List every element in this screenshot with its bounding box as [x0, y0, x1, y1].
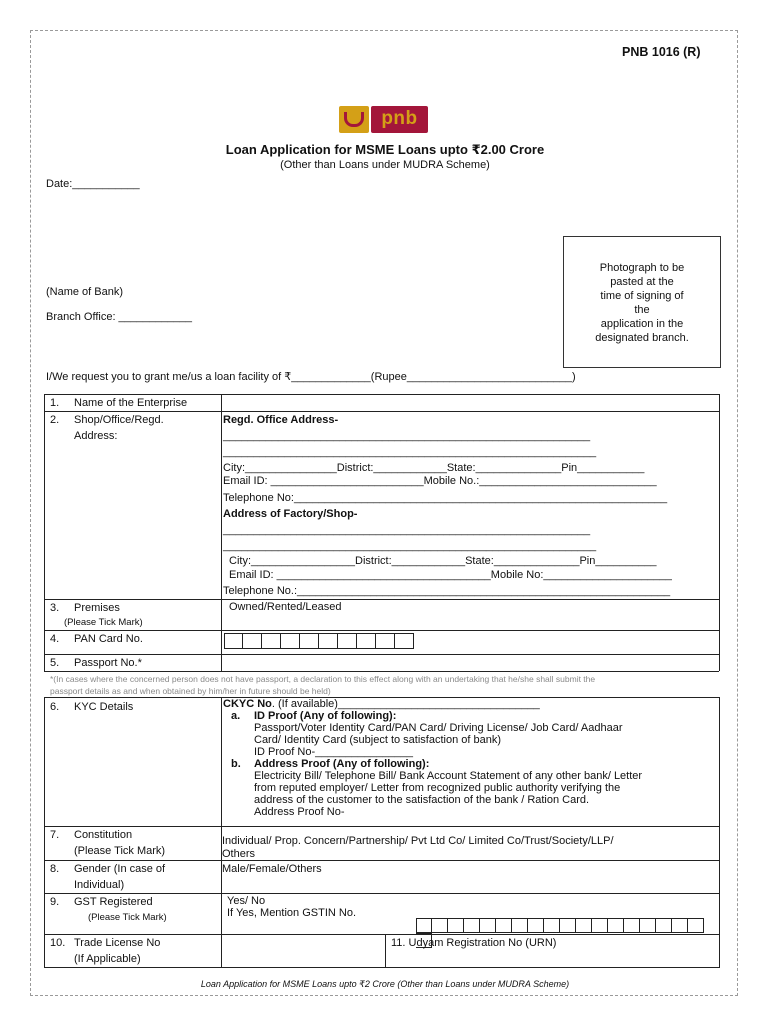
address-proof-number-field[interactable]: Address Proof No- [254, 806, 345, 818]
gender-options[interactable]: Male/Female/Others [222, 863, 322, 875]
factory-address-line-1[interactable]: ____________________________________________________________ [223, 524, 591, 536]
branch-office-field[interactable]: Branch Office: ____________ [46, 311, 192, 323]
factory-email-mobile[interactable]: Email ID: ___________________________________Mobile No:_____________________ [229, 569, 672, 581]
pan-card-label: PAN Card No. [74, 633, 143, 645]
pnb-logo-mark-icon [339, 106, 369, 133]
regd-office-heading: Regd. Office Address- [223, 414, 339, 426]
kyc-details-content: CKYC No. (If available)_________________________________ a. ID Proof (Any of following): Passport/Voter Identity Card/PAN Card/ Driving License/ Job Card/ Aadhaar Card/ Identity Card (subject to satisfaction of bank) ID Proof No-________________ b. Address Proof (Any of following): Electricity Bill/ Telephone Bill/ Bank Account Statement of any other bank/ Letter from reputed employer/ Letter from recognized public authority verifying the address of the customer to the satisfaction of the bank / Ration Card. Address Proof No- [223, 698, 717, 818]
passport-note: *(In cases where the concerned person does not have passport, a declaration to this effect along with an undertaking that he/she shall submit the passport details as and when obtained by him/her in future should be held) [50, 674, 596, 696]
form-code: PNB 1016 (R) [622, 45, 701, 59]
id-proof-number-field[interactable]: ID Proof No-________________ [254, 746, 414, 758]
passport-label: Passport No.* [74, 657, 142, 669]
enterprise-name-field[interactable] [222, 395, 718, 410]
regd-address-line-2[interactable]: _____________________________________________________________ [223, 446, 597, 458]
photograph-box: Photograph to be pasted at the time of signing of the application in the designated branch. [563, 236, 721, 368]
factory-address-line-2[interactable]: _____________________________________________________________ [223, 540, 597, 552]
pnb-logo-word: pnb [371, 106, 428, 133]
page-footer: Loan Application for MSME Loans upto ₹2 Crore (Other than Loans under MUDRA Scheme) [200, 979, 570, 989]
premises-options[interactable]: Owned/Rented/Leased [229, 601, 342, 613]
loan-request-line[interactable]: I/We request you to grant me/us a loan facility of ₹_____________(Rupee___________________________) [46, 371, 576, 383]
enterprise-name-label: Name of the Enterprise [74, 397, 188, 409]
gstin-boxes[interactable] [416, 918, 719, 933]
regd-email-mobile[interactable]: Email ID: _________________________Mobile No.:_____________________________ [223, 475, 657, 487]
trade-license-field[interactable] [222, 935, 384, 966]
udyam-registration-label: 11. Udyam Registration No (URN) [391, 937, 557, 949]
gst-yes-no[interactable]: Yes/ No [227, 895, 266, 907]
passport-field[interactable] [222, 655, 718, 670]
factory-address-heading: Address of Factory/Shop- [223, 508, 358, 520]
factory-telephone[interactable]: Telephone No.:_____________________________________________________________ [223, 585, 671, 597]
kyc-details-label: KYC Details [74, 701, 134, 713]
pan-card-boxes[interactable] [224, 633, 414, 649]
form-title: Loan Application for MSME Loans upto ₹2.00 Crore [225, 142, 545, 157]
form-subtitle: (Other than Loans under MUDRA Scheme) [280, 159, 490, 171]
factory-city-district-state-pin[interactable]: City:_________________District:____________State:______________Pin__________ [229, 555, 657, 567]
constitution-options[interactable]: Individual/ Prop. Concern/Partnership/ Pvt Ltd Co/ Limited Co/Trust/Society/LLP/ [222, 835, 614, 847]
regd-telephone[interactable]: Telephone No:_____________________________________________________________ [223, 492, 668, 504]
regd-address-line-1[interactable]: ____________________________________________________________ [223, 430, 591, 442]
application-table: 1. Name of the Enterprise 2. Shop/Office/Regd. Address: Regd. Office Address- ____________________________________________________________ _____________________________________________________________ City:_______________District:____________State:______________Pin___________ Email ID: _________________________Mobile No.:_____________________________ Telephone No:_____________________________________________________________ Address of Factory/Shop- ____________________________________________________________ _____________________________________________________________ City:_________________District:____________State:______________Pin__________ Email ID: ___________________________________Mobile No:_____________________ Telephone No.:_____________________________________________________________ 3. Premises (Please Tick Mark) Owned/Rented/Leased 4. PAN Card No. 5. Passport No.* *(In cases where the concerned person does not have passport, a declaration to this effect along with an undertaking that he/she shall submit the passport details as and when obtained by him/her in future should be held) 6. KYC Details CKYC No. (If available)_________________________________ a. ID Proof (Any of following): Passport/Voter Identity Card/PAN Card/ Driving License/ Job Card/ Aadhaar Card/ Identity Card (subject to satisfaction of bank) ID Proof No-________________ b. Address Proof (Any of following): Electricity Bill/ Telephone Bill/ Bank Account Statement of any other bank/ Letter from reputed employer/ Letter from recognized public authority verifying the address of the customer to the satisfaction of the bank / Ration Card. Address Proof No- 7. Constitution (Please Tick Mark) Individual/ Prop. Concern/Partnership/ Pvt Ltd Co/ Limited Co/Trust/Society/LLP/ Others 8. Gender (In case of Individual) Male/Female/Others 9. GST Registered (Please Tick Mark) Yes/ No If Yes, Mention GSTIN No. 10. Trade License No (If Applicable) 11. Udyam Registration No (URN) [44, 394, 719, 968]
ckyc-number-field[interactable]: . (If available)_________________________________ [271, 698, 540, 710]
date-field[interactable]: Date:___________ [46, 178, 140, 190]
pnb-logo [339, 106, 428, 133]
bank-name-label: (Name of Bank) [46, 286, 124, 298]
regd-city-district-state-pin[interactable]: City:_______________District:____________State:______________Pin___________ [223, 462, 645, 474]
